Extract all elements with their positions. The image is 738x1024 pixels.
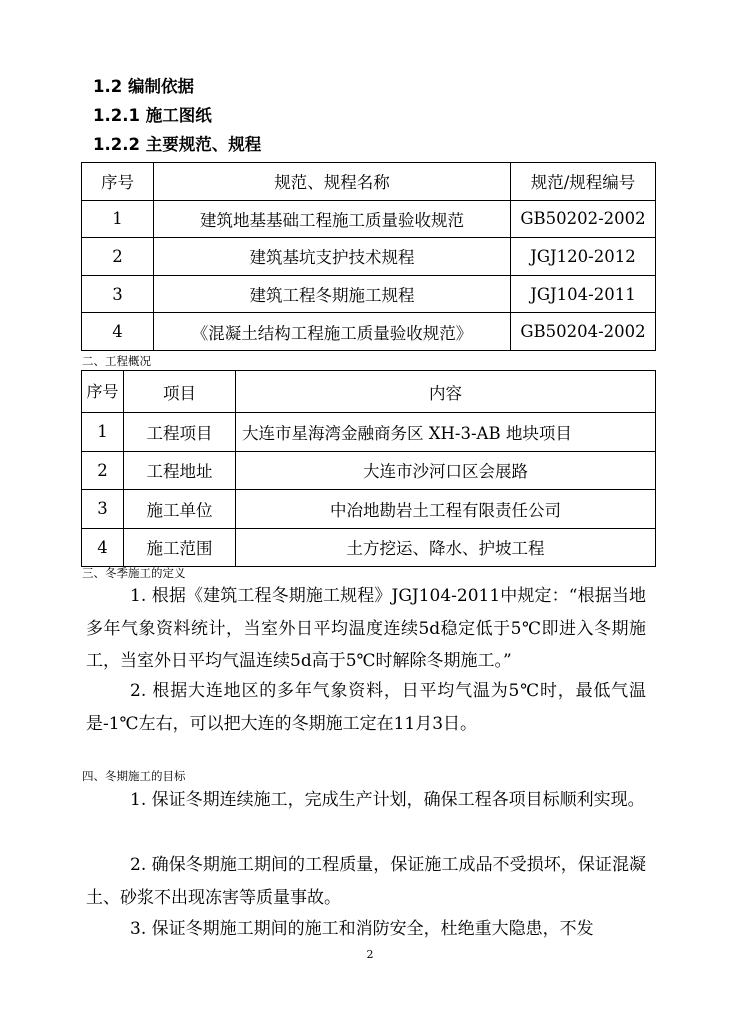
cell-content: 大连市星海湾金融商务区 XH-3-AB 地块项目 <box>236 413 656 452</box>
cell-name: 《混凝土结构工程施工质量验收规范》 <box>154 313 511 351</box>
table-row <box>82 451 656 490</box>
cell-seq: 4 <box>82 313 154 351</box>
heading-compilation-basis: 1.2 编制依据 <box>93 77 194 96</box>
paragraph-goal-1: 1. 保证冬期连续施工，完成生产计划，确保工程各项目标顺利实现。 <box>130 790 645 810</box>
paragraph-definition-1: 1. 根据《建筑工程冬期施工规程》JGJ104-2011中规定：“根据当地多年气象资料统计，当室外日平均温度连续5d稳定低于5℃即进入冬期施工，当室外日平均气温连续5d高于5℃时解除冬期施工。” <box>86 586 646 671</box>
cell-content: 中冶地勘岩土工程有限责任公司 <box>236 490 656 529</box>
table-row <box>82 413 656 452</box>
header-cell-code: 规范/规程编号 <box>511 163 656 201</box>
cell-seq: 1 <box>82 200 154 238</box>
cell-name: 建筑地基基础工程施工质量验收规范 <box>154 200 511 238</box>
cell-content: 土方挖运、降水、护坡工程 <box>236 528 656 567</box>
cell-item: 工程地址 <box>124 451 236 490</box>
header-cell-item: 项目 <box>124 371 236 413</box>
cell-seq: 3 <box>82 275 154 313</box>
paragraph-goal-3: 3. 保证冬期施工期间的施工和消防安全，杜绝重大隐患，不发 <box>130 919 594 939</box>
cell-name: 建筑基坑支护技术规程 <box>154 238 511 276</box>
section-title-project-overview: 二、工程概况 <box>82 354 151 368</box>
cell-item: 工程项目 <box>124 413 236 452</box>
cell-seq: 2 <box>82 238 154 276</box>
heading-main-standards: 1.2.2 主要规范、规程 <box>93 135 262 154</box>
cell-code: JGJ120-2012 <box>511 238 656 276</box>
cell-item: 施工范围 <box>124 528 236 567</box>
heading-construction-drawings: 1.2.1 施工图纸 <box>93 106 212 125</box>
cell-item: 施工单位 <box>124 490 236 529</box>
cell-code: GB50202-2002 <box>511 200 656 238</box>
cell-code: JGJ104-2011 <box>511 275 656 313</box>
header-cell-content: 内容 <box>236 371 656 413</box>
header-cell-seq: 序号 <box>82 371 124 413</box>
project-overview-table <box>81 370 656 567</box>
table-row <box>82 528 656 567</box>
cell-seq: 4 <box>82 528 124 567</box>
page-number: 2 <box>366 948 374 961</box>
table-row <box>82 200 656 238</box>
table-row <box>82 238 656 276</box>
section-title-winter-definition: 三、冬季施工的定义 <box>82 566 186 580</box>
table-header-row <box>82 163 656 201</box>
cell-seq: 3 <box>82 490 124 529</box>
cell-seq: 2 <box>82 451 124 490</box>
header-cell-seq: 序号 <box>82 163 154 201</box>
cell-content: 大连市沙河口区会展路 <box>236 451 656 490</box>
table-row <box>82 275 656 313</box>
cell-code: GB50204-2002 <box>511 313 656 351</box>
table-header-row <box>82 371 656 413</box>
cell-name: 建筑工程冬期施工规程 <box>154 275 511 313</box>
paragraph-goal-2: 2. 确保冬期施工期间的工程质量，保证施工成品不受损坏，保证混凝土、砂浆不出现冻害等质量事故。 <box>86 855 646 908</box>
cell-seq: 1 <box>82 413 124 452</box>
header-cell-name: 规范、规程名称 <box>154 163 511 201</box>
table-row <box>82 313 656 351</box>
standards-table <box>81 162 656 351</box>
paragraph-definition-2: 2. 根据大连地区的多年气象资料，日平均气温为5℃时，最低气温是-1℃左右，可以把大连的冬期施工定在11月3日。 <box>86 681 646 734</box>
table-row <box>82 490 656 529</box>
section-title-winter-goals: 四、冬期施工的目标 <box>82 769 186 783</box>
